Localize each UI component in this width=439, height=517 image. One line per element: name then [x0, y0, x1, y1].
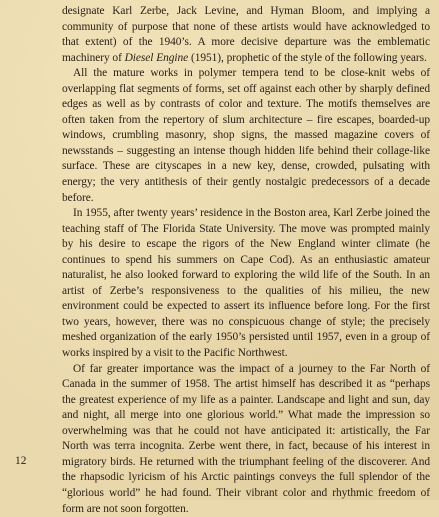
paragraph-1: designate Karl Zerbe, Jack Levine, and Hyman Bloom, and implying a community of purpose that none of these artists would have acknowledged to that extent) of the 1940’s. A more decisive departure was the emblematic machinery of Diesel Engine (1951), prophetic of the style of the following years. — [62, 5, 430, 64]
page-number: 12 — [15, 455, 27, 467]
paragraph-2: All the mature works in polymer tempera tend to be close-knit webs of overlapping flat segments of forms, set off against each other by sharply defined edges as well as by contrasts of color and texture. The motifs themselves are often taken from the repertory of slum architecture – fire escapes, boarded-up windows, crumbling masonry, shop signs, the massed magazine covers of newsstands – suggesting an intense though hidden life behind their collage-like surface. These are cityscapes in a new key, dense, crowded, pulsating with energy; the very antithesis of their gently nostalgic predecessors of a decade before. — [62, 67, 430, 204]
body-text — [62, 4, 430, 517]
painting-title: Diesel Engine — [124, 51, 189, 64]
paragraph-4: Of far greater importance was the impact of a journey to the Far North of Canada in the summer of 1958. The artist himself has described it as “perhaps the greatest experience of my life as a painter. Landscape and light and sun, day and night, all merge into one glorious world.” What made the impression so overwhelming was that he could not have anticipated it: artistically, the Far North was terra incognita. Zerbe went there, in fact, because of his interest in migratory birds. He returned with the triumphant feeling of the discoverer. And the rhapsodic lyricism of his Arctic paintings conveys the full splendor of the “glorious world” he had found. Their vibrant color and rhythmic freedom of form are not soon forgotten. — [62, 362, 430, 515]
paragraph-3: In 1955, after twenty years’ residence in the Boston area, Karl Zerbe joined the teaching staff of The Florida State University. The move was prompted mainly by his desire to escape the rigors of the New England winter climate (he continues to spend his summers on Cape Cod). As an enthusiastic amateur naturalist, he also looked forward to exploring the wild life of the South. In an artist of Zerbe’s responsiveness to the qualities of his milieu, the new environment could be expected to assert its influence before long. For the first two years, however, there was no conspicuous change of style; the precisely meshed organization of the early 1950’s persisted until 1957, even in a group of works inspired by a visit to the Pacific Northwest. — [62, 207, 430, 360]
